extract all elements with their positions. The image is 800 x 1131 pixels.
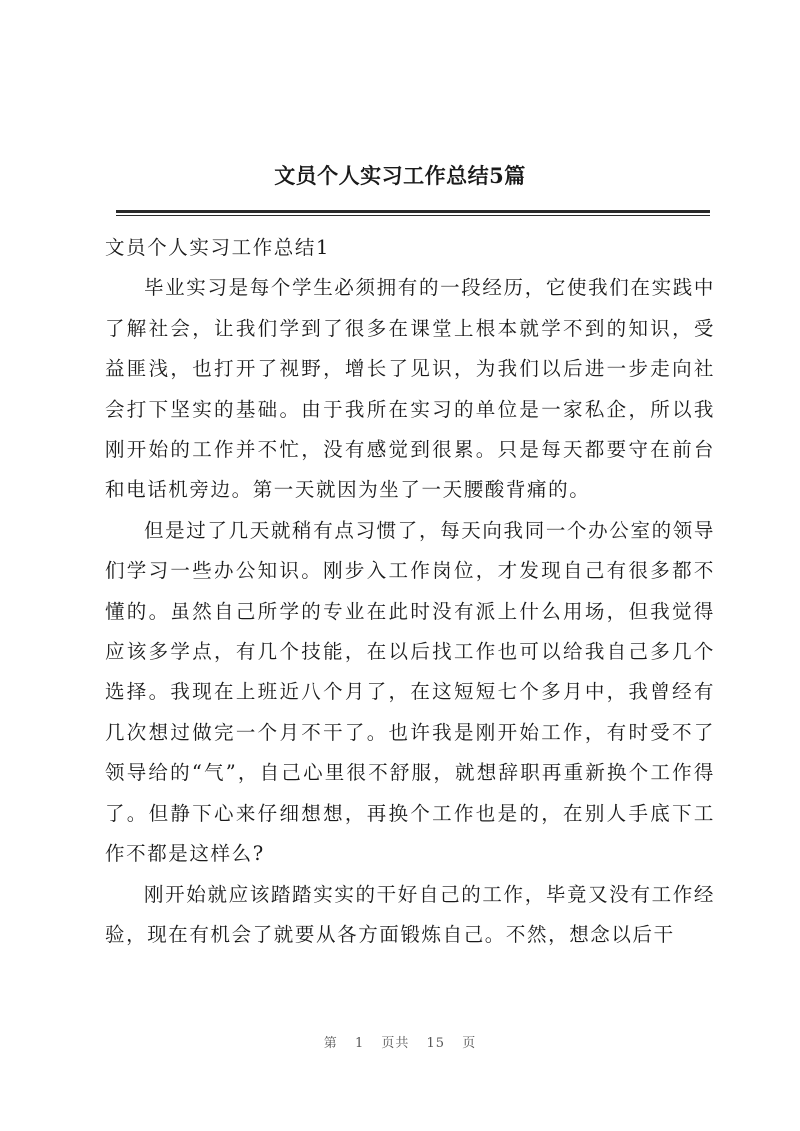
title-divider-thick [116, 210, 710, 213]
document-title: 文员个人实习工作总结5篇 [274, 163, 526, 188]
footer-label-page: 第 [323, 1036, 338, 1051]
paragraph-3: 刚开始就应该踏踏实实的干好自己的工作，毕竟又没有工作经验，现在有机会了就要从各方面锻炼自己。不然，想念以后干 [105, 882, 715, 946]
title-divider-thin [116, 215, 710, 216]
document-body [105, 228, 715, 955]
footer-current-page: 1 [354, 1036, 365, 1051]
paragraph-2: 但是过了几天就稍有点习惯了，每天向我同一个办公室的领导们学习一些办公知识。刚步入工作岗位，才发现自己有很多都不懂的。虽然自己所学的专业在此时没有派上什么用场，但我觉得应该多学点，有几个技能，在以后找工作也可以给我自己多几个选择。我现在上班近八个月了，在这短短七个多月中，我曾经有几次想过做完一个月不干了。也许我是刚开始工作，有时受不了领导给的“气”，自己心里很不舒服，就想辞职再重新换个工作得了。但静下心来仔细想想，再换个工作也是的，在别人手底下工作不都是这样么? [105, 518, 715, 866]
paragraph-1: 毕业实习是每个学生必须拥有的一段经历，它使我们在实践中了解社会，让我们学到了很多在课堂上根本就学不到的知识，受益匪浅，也打开了视野，增长了见识，为我们以后进一步走向社会打下坚实的基础。由于我所在实习的单位是一家私企，所以我刚开始的工作并不忙，没有感觉到很累。只是每天都要守在前台和电话机旁边。第一天就因为坐了一天腰酸背痛的。 [105, 276, 715, 502]
page-footer [0, 1032, 800, 1051]
footer-label-of: 页共 [381, 1036, 410, 1051]
footer-total-pages: 15 [426, 1036, 446, 1051]
section-heading: 文员个人实习工作总结1 [105, 236, 331, 259]
footer-label-pages: 页 [462, 1036, 477, 1051]
